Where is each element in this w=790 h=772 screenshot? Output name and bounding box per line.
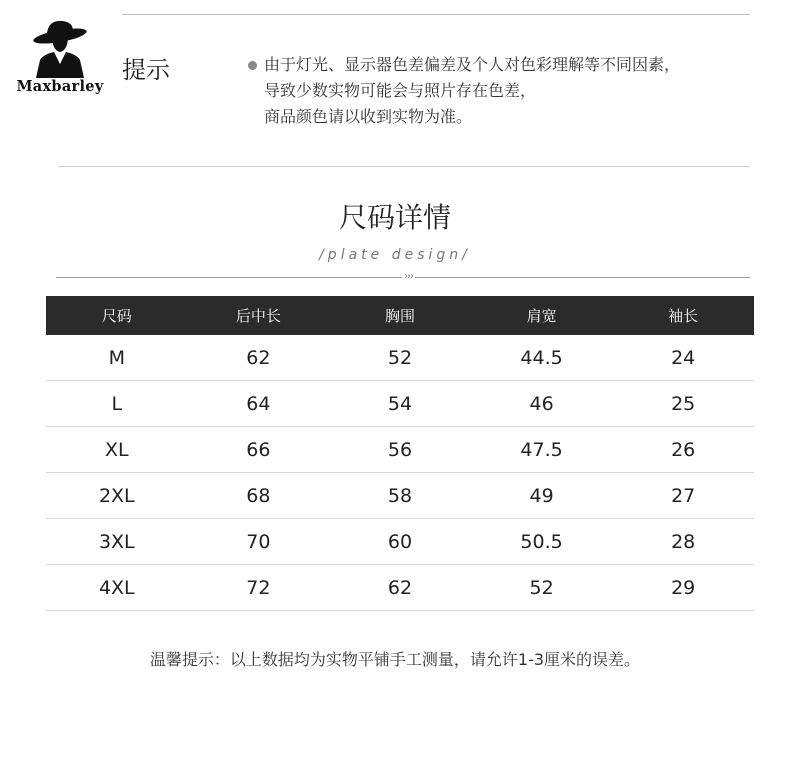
table-cell: 47.5 (471, 427, 613, 473)
size-table (46, 296, 754, 611)
table-cell: 26 (612, 427, 754, 473)
table-cell: 49 (471, 473, 613, 519)
table-cell: XL (46, 427, 188, 473)
table-cell: 25 (612, 381, 754, 427)
section-divider (58, 166, 750, 167)
tip-line: 商品颜色请以收到实物为准。 (264, 107, 473, 126)
table-cell: 2XL (46, 473, 188, 519)
table-cell: 4XL (46, 565, 188, 611)
table-cell: 62 (188, 335, 330, 381)
table-row (46, 427, 754, 473)
table-cell: 62 (329, 565, 471, 611)
chevrons-icon: ››› (404, 271, 413, 282)
table-cell: 29 (612, 565, 754, 611)
section-subtitle: /plate design/ (319, 247, 471, 263)
table-cell: 24 (612, 335, 754, 381)
table-cell: 64 (188, 381, 330, 427)
table-row (46, 565, 754, 611)
top-divider (122, 14, 750, 15)
table-cell: 46 (471, 381, 613, 427)
tip-text (264, 52, 680, 130)
tip-title: 提示 (122, 56, 170, 84)
table-row (46, 335, 754, 381)
hat-man-icon (30, 16, 90, 78)
measurement-note: 温馨提示：以上数据均为实物平铺手工测量，请允许1-3厘米的误差。 (149, 650, 641, 669)
brand-logo (12, 14, 108, 100)
table-cell: M (46, 335, 188, 381)
tip-line: 导致少数实物可能会与照片存在色差， (264, 81, 537, 100)
header-shoulder: 肩宽 (471, 296, 613, 335)
table-cell: 28 (612, 519, 754, 565)
table-cell: 68 (188, 473, 330, 519)
table-cell: 52 (471, 565, 613, 611)
bullet-dot-icon (248, 61, 257, 70)
table-cell: 54 (329, 381, 471, 427)
header-back-length: 后中长 (188, 296, 330, 335)
table-row (46, 473, 754, 519)
table-cell: 3XL (46, 519, 188, 565)
table-header-row (46, 296, 754, 335)
table-cell: L (46, 381, 188, 427)
header-sleeve: 袖长 (612, 296, 754, 335)
header-size: 尺码 (46, 296, 188, 335)
table-cell: 27 (612, 473, 754, 519)
table-cell: 52 (329, 335, 471, 381)
tip-line: 由于灯光、显示器色差偏差及个人对色彩理解等不同因素， (264, 55, 681, 74)
brand-name: Maxbarley (16, 78, 104, 95)
section-title: 尺码详情 (338, 201, 451, 234)
header-chest: 胸围 (329, 296, 471, 335)
table-cell: 58 (329, 473, 471, 519)
table-row (46, 381, 754, 427)
table-cell: 50.5 (471, 519, 613, 565)
table-cell: 66 (188, 427, 330, 473)
table-cell: 44.5 (471, 335, 613, 381)
table-cell: 56 (329, 427, 471, 473)
table-cell: 70 (188, 519, 330, 565)
table-cell: 72 (188, 565, 330, 611)
table-row (46, 519, 754, 565)
table-cell: 60 (329, 519, 471, 565)
